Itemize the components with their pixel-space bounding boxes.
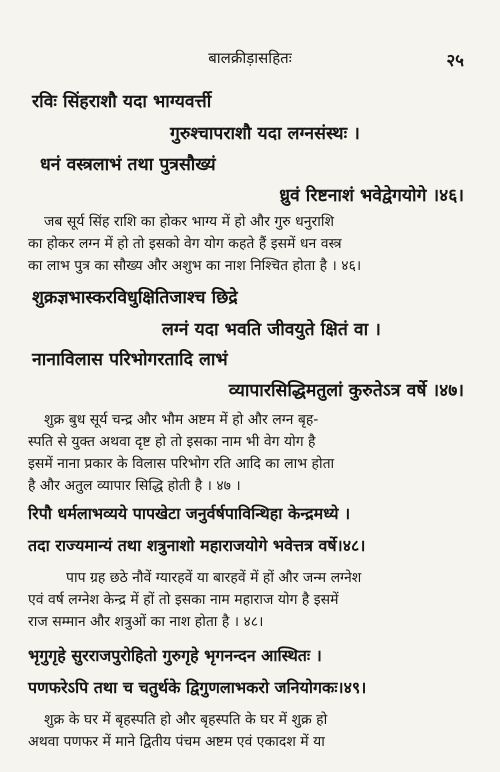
prose-line: इसमें नाना प्रकार के विलास परिभोग रति आदि का लाभ होता bbox=[28, 456, 335, 472]
prose-line: जब सूर्य सिंह राशि का होकर भाग्य में हो और गुरु धनुराशि bbox=[44, 214, 334, 230]
prose-line: अथवा पणफर में माने द्वितीय पंचम अष्टम एवं एकादश में या bbox=[28, 734, 325, 750]
verse-line: लग्नं यदा भवति जीवयुते क्षितं वा । bbox=[162, 320, 381, 340]
prose-line: एवं वर्ष लग्नेश केन्द्र में हों तो इसका नाम महाराज योग है इसमें bbox=[28, 592, 339, 608]
verse-line: भृगुगृहे सुरराजपुरोहितो गुरुगृहे भृगनन्दन आस्थितः । bbox=[28, 646, 322, 665]
prose-line: का लाभ पुत्र का सौख्य और अशुभ का नाश निश्चित होता है । ४६। bbox=[28, 258, 362, 274]
verse-line: तदा राज्यमान्यं तथा शत्रुनाशो महाराजयोगे भवेत्तत्र वर्षे।४८। bbox=[28, 536, 366, 555]
verse-line: व्यापारसिद्धिमतुलां कुरुतेऽत्र वर्षे ।४७। bbox=[228, 381, 464, 401]
prose-line: पाप ग्रह छठे नौवें ग्यारहवें या बारहवें में हों और जन्म लग्नेश bbox=[66, 570, 362, 586]
page-number: २५ bbox=[446, 51, 464, 71]
verse-line: शुक्रज्ञभास्करविधुक्षितिजाश्च छिद्रे bbox=[32, 288, 238, 308]
prose-line: राज सम्मान और शत्रुओं का नाश होता है । ४८। bbox=[28, 614, 264, 630]
verse-line: गुरुश्चापराशौ यदा लग्नसंस्थः । bbox=[170, 124, 360, 144]
prose-line: शुक्र बुध सूर्य चन्द्र और भौम अष्टम में हो और लग्न बृह- bbox=[44, 412, 319, 428]
verse-line: धनं वस्त्रलाभं तथा पुत्रसौख्यं bbox=[40, 155, 216, 175]
verse-line: नानाविलास परिभोगरतादि लाभं bbox=[32, 350, 228, 370]
verse-line: ध्रुवं रिष्टनाशं भवेद्वेगयोगे ।४६। bbox=[279, 186, 464, 206]
prose-line: है और अतुल व्यापार सिद्धि होती है । ४७ । bbox=[28, 478, 241, 494]
verse-line: रविः सिंहराशौ यदा भाग्यवर्त्ती bbox=[32, 92, 212, 112]
verse-line: पणफरेऽपि तथा च चतुर्थके द्विगुणलाभकरो जनियोगकः।४९। bbox=[28, 678, 367, 697]
verse-line: रिपौ धर्मलाभव्यये पापखेटा जनुर्वर्षपाविन्थिहा केन्द्रमध्ये । bbox=[28, 504, 351, 523]
prose-line: का होकर लग्न में हो तो इसको वेग योग कहते हैं इसमें धन वस्त्र bbox=[28, 236, 342, 252]
prose-line: स्पति से युक्त अथवा दृष्ट हो तो इसका नाम भी वेग योग है bbox=[28, 434, 316, 450]
running-header bbox=[0, 48, 500, 72]
running-title: बालक्रीड़ासहितः bbox=[208, 49, 292, 67]
prose-line: शुक्र के घर में बृहस्पति हो और बृहस्पति के घर में शुक्र हो bbox=[44, 712, 328, 728]
